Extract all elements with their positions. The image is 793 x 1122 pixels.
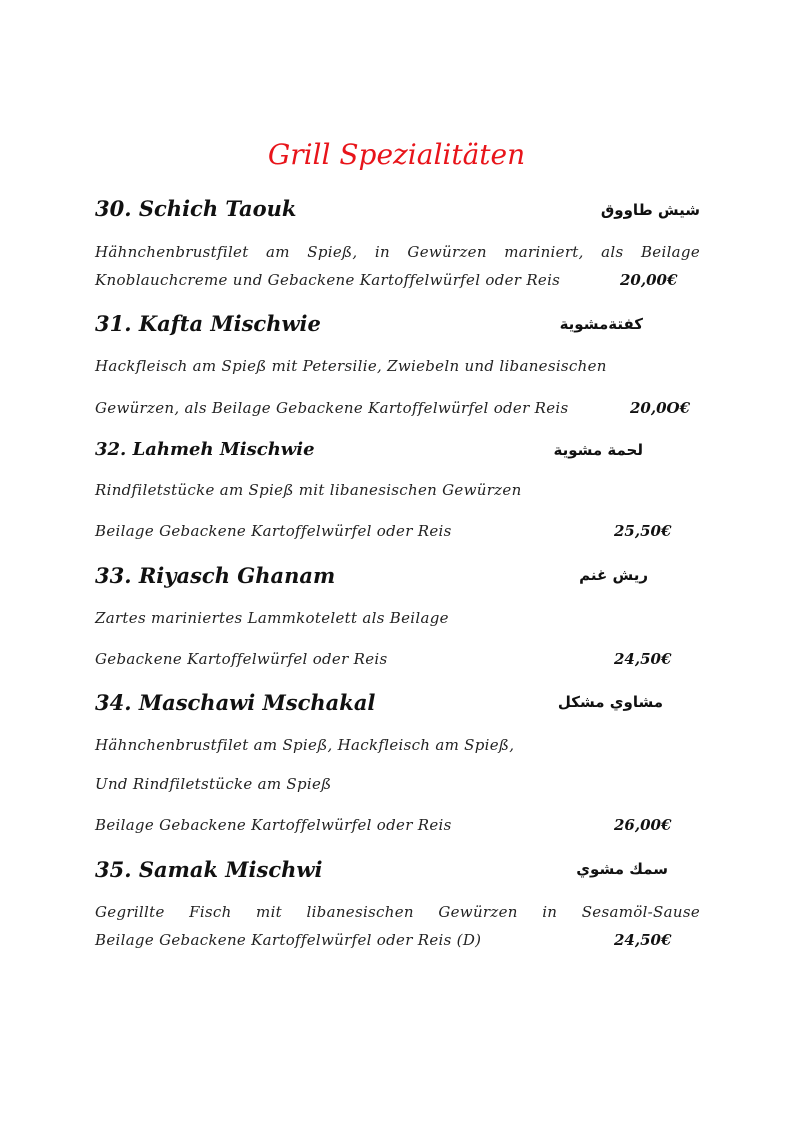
- dish-description: Beilage Gebackene Kartoffelwürfel oder Reis: [95, 522, 452, 540]
- dish-price: 24,50€: [614, 650, 672, 668]
- dish-name-arabic: سمك مشوي: [576, 860, 668, 878]
- dish-description: Beilage Gebackene Kartoffelwürfel oder Reis: [95, 816, 452, 834]
- dish-description: Hähnchenbrustfilet am Spieß, in Gewürzen mariniert, als Beilage: [95, 243, 700, 261]
- dish-name: 31. Kafta Mischwie: [95, 311, 321, 336]
- dish-name: 30. Schich Taouk: [95, 196, 297, 221]
- dish-description: Gebackene Kartoffelwürfel oder Reis: [95, 650, 388, 668]
- dish-name-arabic: ريش غنم: [579, 566, 648, 584]
- dish-price: 26,00€: [614, 816, 672, 834]
- dish-name-arabic: مشاوي مشكل: [557, 693, 663, 711]
- dish-price: 24,50€: [614, 931, 672, 949]
- menu-title: Grill Spezialitäten: [267, 138, 526, 171]
- dish-name: 34. Maschawi Mschakal: [95, 690, 376, 715]
- dish-name: 35. Samak Mischwi: [95, 857, 323, 882]
- dish-description: Knoblauchcreme und Gebackene Kartoffelwürfel oder Reis: [95, 271, 561, 289]
- dish-name-arabic: لحمة مشوية: [553, 441, 643, 459]
- dish-description: Gewürzen, als Beilage Gebackene Kartoffelwürfel oder Reis: [95, 399, 569, 417]
- dish-description: Hackfleisch am Spieß mit Petersilie, Zwiebeln und libanesischen: [95, 357, 607, 375]
- dish-price: 20,00€: [620, 271, 678, 289]
- dish-description: Beilage Gebackene Kartoffelwürfel oder Reis (D): [95, 931, 482, 949]
- dish-name: 32. Lahmeh Mischwie: [95, 439, 315, 460]
- dish-name-arabic: كفتةمشوية: [559, 315, 643, 333]
- dish-description: Zartes mariniertes Lammkotelett als Beilage: [95, 609, 449, 627]
- dish-name: 33. Riyasch Ghanam: [95, 563, 336, 588]
- dish-price: 25,50€: [614, 522, 672, 540]
- dish-description: Und Rindfiletstücke am Spieß: [95, 775, 332, 793]
- dish-price: 20,0O€: [630, 399, 691, 417]
- dish-description: Rindfiletstücke am Spieß mit libanesischen Gewürzen: [95, 481, 522, 499]
- dish-description: Gegrillte Fisch mit libanesischen Gewürzen in Sesamöl-Sause: [95, 903, 700, 921]
- dish-name-arabic: شيش طاووق: [600, 201, 700, 219]
- dish-description: Hähnchenbrustfilet am Spieß, Hackfleisch am Spieß,: [95, 736, 515, 754]
